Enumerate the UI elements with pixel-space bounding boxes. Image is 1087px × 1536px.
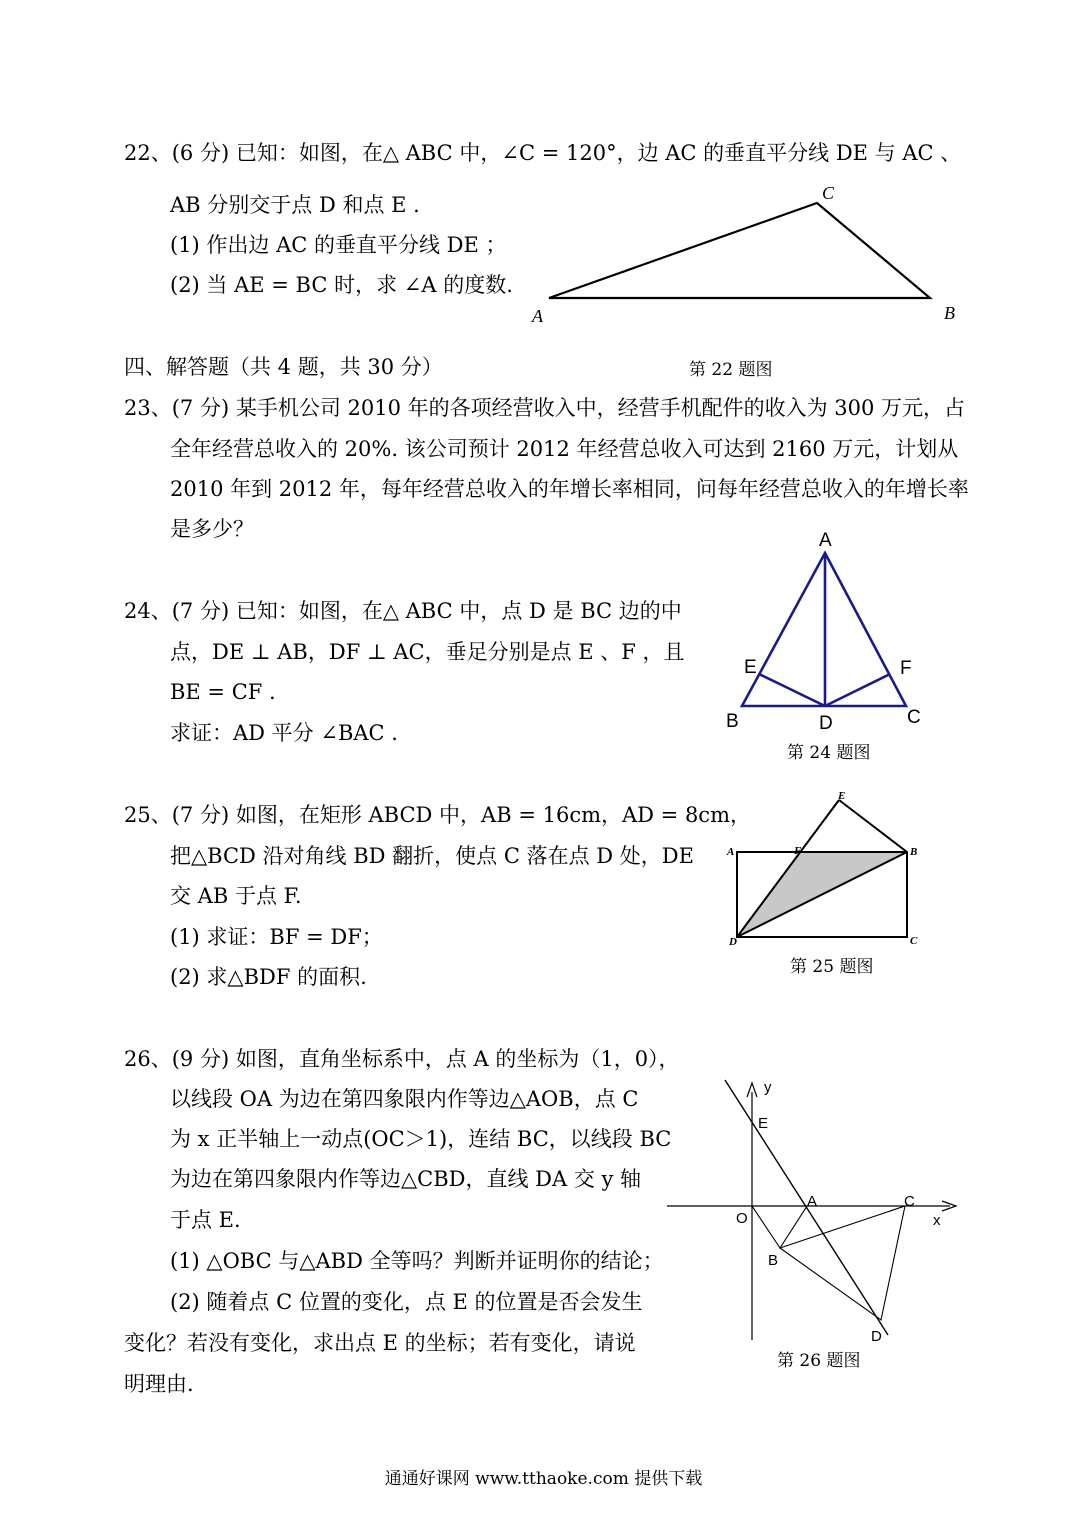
q24-line4: 求证：AD 平分 ∠BAC . bbox=[170, 721, 398, 745]
q24-line3: BE = CF . bbox=[170, 680, 276, 704]
q24-label-a: A bbox=[819, 530, 832, 551]
q26-label-e: E bbox=[758, 1115, 769, 1132]
q26-line8: 变化？若没有变化，求出点 E 的坐标；若有变化，请说 bbox=[124, 1331, 636, 1355]
q22-line2: AB 分别交于点 D 和点 E . bbox=[170, 193, 420, 217]
q25-label-a: A bbox=[727, 846, 735, 858]
q24-line1: 24、(7 分) 已知：如图，在△ ABC 中，点 D 是 BC 边的中 bbox=[124, 599, 682, 623]
q25-label-c: C bbox=[910, 935, 918, 947]
q24-label-b: B bbox=[726, 711, 739, 732]
q22-caption: 第 22 题图 bbox=[689, 360, 773, 380]
q26-label-y: y bbox=[764, 1079, 772, 1096]
q24-label-c: C bbox=[907, 707, 921, 728]
q22-label-b: B bbox=[944, 303, 955, 323]
q23-line1: 23、(7 分) 某手机公司 2010 年的各项经营收入中，经营手机配件的收入为 300 万元，占 bbox=[124, 396, 966, 420]
q22-line1: 22、(6 分) 已知：如图，在△ ABC 中，∠C = 120°，边 AC 的垂直平分线 DE 与 AC 、 bbox=[124, 141, 962, 165]
q26-line3: 为 x 正半轴上一动点(OC＞1)，连结 BC，以线段 BC bbox=[170, 1127, 672, 1151]
section-heading: 四、解答题（共 4 题，共 30 分） bbox=[124, 355, 443, 379]
q22-line4: (2) 当 AE = BC 时，求 ∠A 的度数. bbox=[170, 273, 513, 297]
q26-line7: (2) 随着点 C 位置的变化，点 E 的位置是否会发生 bbox=[170, 1290, 643, 1314]
q23-line4: 是多少？ bbox=[170, 517, 254, 541]
q26-line6: (1) △OBC 与△ABD 全等吗？判断并证明你的结论； bbox=[170, 1249, 664, 1273]
q26-caption: 第 26 题图 bbox=[777, 1351, 861, 1371]
q24-label-f: F bbox=[900, 658, 912, 679]
q25-caption: 第 25 题图 bbox=[790, 957, 874, 977]
q26-line1: 26、(9 分) 如图，直角坐标系中，点 A 的坐标为（1，0）， bbox=[124, 1047, 680, 1071]
q25-line3: 交 AB 于点 F. bbox=[170, 884, 302, 908]
q25-label-d: D bbox=[729, 936, 737, 948]
q26-line2: 以线段 OA 为边在第四象限内作等边△AOB，点 C bbox=[170, 1087, 639, 1111]
footer-credit: 通通好课网 www.tthaoke.com 提供下载 bbox=[384, 1469, 703, 1489]
q25-line1: 25、(7 分) 如图，在矩形 ABCD 中，AB = 16cm，AD = 8cm， bbox=[124, 803, 751, 827]
q26-line4: 为边在第四象限内作等边△CBD，直线 DA 交 y 轴 bbox=[170, 1167, 642, 1191]
q26-label-x: x bbox=[933, 1212, 941, 1229]
q23-line2: 全年经营总收入的 20%. 该公司预计 2012 年经营总收入可达到 2160 万元，计划从 bbox=[170, 437, 959, 461]
q24-label-d: D bbox=[819, 713, 833, 734]
q26-label-c: C bbox=[904, 1193, 915, 1210]
q25-line5: (2) 求△BDF 的面积. bbox=[170, 965, 367, 989]
q25-label-b: B bbox=[910, 846, 918, 858]
q23-line3: 2010 年到 2012 年，每年经营总收入的年增长率相同，问每年经营总收入的年增长率 bbox=[170, 477, 969, 501]
q22-label-c: C bbox=[822, 183, 835, 203]
q26-label-b: B bbox=[768, 1252, 779, 1269]
q25-line2: 把△BCD 沿对角线 BD 翻折，使点 C 落在点 D 处，DE bbox=[170, 844, 694, 868]
q24-caption: 第 24 题图 bbox=[787, 743, 871, 763]
q26-line9: 明理由. bbox=[124, 1372, 194, 1396]
q22-label-a: A bbox=[532, 306, 543, 326]
q24-line2: 点，DE ⊥ AB，DF ⊥ AC，垂足分别是点 E 、F ，且 bbox=[170, 640, 685, 664]
q26-label-o: O bbox=[736, 1210, 748, 1227]
q26-label-d: D bbox=[871, 1328, 882, 1345]
q26-label-a: A bbox=[807, 1193, 818, 1210]
q22-line3: (1) 作出边 AC 的垂直平分线 DE ； bbox=[170, 233, 507, 257]
q25-label-f: F bbox=[794, 845, 802, 857]
q24-label-e: E bbox=[744, 657, 757, 678]
q25-label-e: E bbox=[838, 790, 846, 802]
q26-line5: 于点 E. bbox=[170, 1208, 241, 1232]
q25-line4: (1) 求证：BF = DF； bbox=[170, 925, 383, 949]
